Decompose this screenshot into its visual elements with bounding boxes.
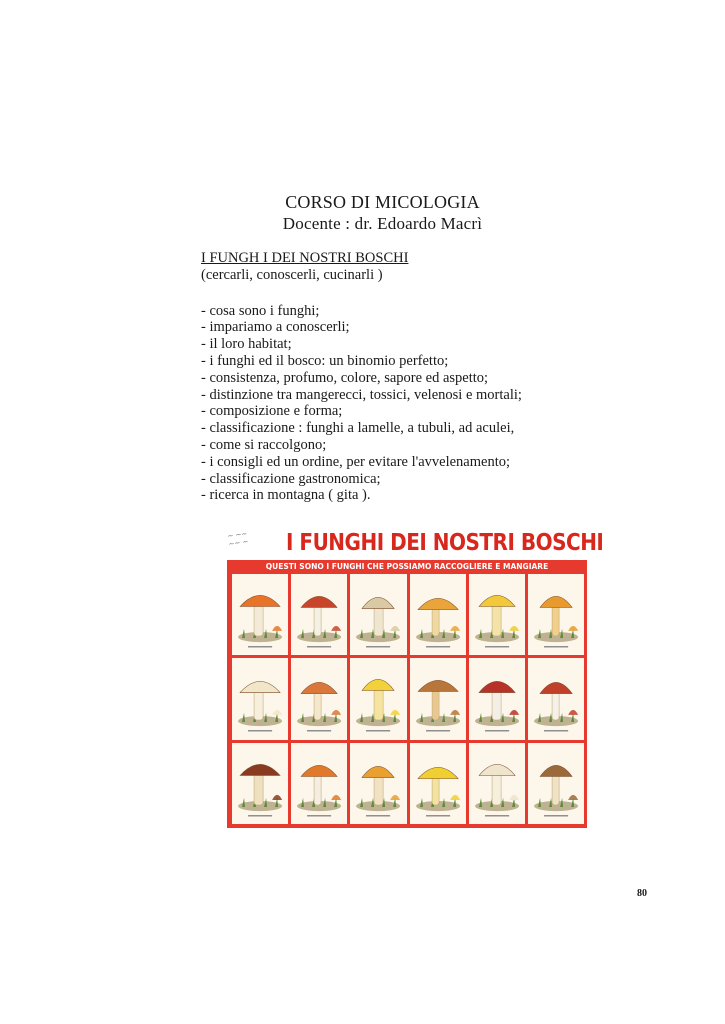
mushroom-grid <box>232 574 584 824</box>
mushroom-stem <box>254 604 263 636</box>
mushroom-illustration <box>291 574 347 655</box>
topic-item: - distinzione tra mangerecci, tossici, velenosi e mortali; <box>201 386 522 403</box>
mushroom-cap <box>540 765 572 776</box>
poster-title: I FUNGHI DEI NOSTRI BOSCHI <box>286 528 604 556</box>
small-mushroom-cap <box>509 626 519 631</box>
section-subtitle: (cercarli, conoscerli, cucinarli ) <box>201 266 383 283</box>
teacher-line: Docente : dr. Edoardo Macrì <box>282 214 483 233</box>
small-mushroom-cap <box>331 710 341 715</box>
caption-line <box>426 815 450 816</box>
caption-line <box>544 646 568 647</box>
mushroom-stem <box>492 691 501 720</box>
mushroom-card <box>410 743 466 824</box>
mushroom-illustration <box>232 658 288 739</box>
mushroom-cap <box>240 682 280 693</box>
mushroom-cap <box>301 765 337 776</box>
small-mushroom-cap <box>568 795 578 800</box>
caption-line <box>366 646 390 647</box>
document-title-block <box>0 192 725 234</box>
small-mushroom-cap <box>272 626 282 631</box>
mushroom-illustration <box>232 574 288 655</box>
mushroom-illustration <box>528 743 584 824</box>
mushroom-card <box>232 574 288 655</box>
caption-line <box>307 646 331 647</box>
mushroom-cap <box>418 767 458 778</box>
mushroom-cap <box>479 595 515 606</box>
topic-item: - i consigli ed un ordine, per evitare l'avvelenamento; <box>201 453 511 470</box>
small-mushroom-cap <box>390 795 400 800</box>
mushroom-stem <box>314 692 321 720</box>
topic-item: - impariamo a conoscerli; <box>201 319 350 336</box>
topic-item: - il loro habitat; <box>201 336 292 353</box>
course-title: CORSO DI MICOLOGIA <box>285 192 480 212</box>
mushroom-stem <box>432 690 439 720</box>
mushroom-stem <box>492 773 501 805</box>
mushroom-stem <box>432 608 439 636</box>
mushroom-stem <box>254 773 263 805</box>
mushroom-cap <box>418 681 458 692</box>
mushroom-illustration <box>350 574 406 655</box>
mushroom-card <box>291 658 347 739</box>
mushroom-card <box>528 743 584 824</box>
mushroom-illustration <box>410 658 466 739</box>
caption-line <box>248 731 272 732</box>
small-mushroom-cap <box>450 795 460 800</box>
mushroom-card <box>410 658 466 739</box>
mushroom-card <box>528 658 584 739</box>
mushroom-cap <box>362 597 394 608</box>
mushroom-illustration <box>232 743 288 824</box>
mushroom-illustration <box>469 743 525 824</box>
section-heading: I FUNGH I DEI NOSTRI BOSCHI <box>201 250 409 266</box>
topic-item: - classificazione : funghi a lamelle, a tubuli, ad aculei, <box>201 420 515 437</box>
caption-line <box>307 731 331 732</box>
caption-line <box>485 646 509 647</box>
mushroom-stem <box>314 774 321 805</box>
mushroom-cap <box>479 764 515 775</box>
poster-header <box>224 525 604 560</box>
topic-item: - classificazione gastronomica; <box>201 470 381 487</box>
small-mushroom-cap <box>331 626 341 631</box>
topic-item: - come si raccolgono; <box>201 436 327 453</box>
topic-item: - i funghi ed il bosco: un binomio perfetto; <box>201 352 449 369</box>
course-outline <box>201 250 522 504</box>
small-mushroom-cap <box>450 626 460 631</box>
mushroom-poster <box>224 525 604 830</box>
caption-line <box>426 731 450 732</box>
mushroom-stem <box>552 692 559 720</box>
mushroom-stem <box>492 604 501 636</box>
mushroom-stem <box>254 691 263 720</box>
topic-list <box>201 303 522 505</box>
mushroom-cap <box>240 764 280 775</box>
mushroom-stem <box>374 607 383 636</box>
caption-line <box>366 731 390 732</box>
mushroom-card <box>291 743 347 824</box>
mushroom-card <box>350 574 406 655</box>
small-mushroom-cap <box>450 710 460 715</box>
mushroom-cap <box>362 680 394 691</box>
small-mushroom-cap <box>272 710 282 715</box>
caption-line <box>426 646 450 647</box>
caption-line <box>485 815 509 816</box>
mushroom-illustration <box>350 743 406 824</box>
mushroom-card <box>469 658 525 739</box>
page-number: 80 <box>637 888 647 899</box>
caption-line <box>307 815 331 816</box>
mushroom-card <box>350 743 406 824</box>
mushroom-illustration <box>469 574 525 655</box>
mushroom-cap <box>479 682 515 693</box>
caption-line <box>248 646 272 647</box>
small-mushroom-cap <box>509 795 519 800</box>
small-mushroom-cap <box>568 710 578 715</box>
mushroom-card <box>469 574 525 655</box>
poster-body <box>227 560 587 828</box>
mushroom-cap <box>301 596 337 607</box>
poster-subtitle: QUESTI SONO I FUNGHI CHE POSSIAMO RACCOGLIERE E MANGIARE <box>265 562 549 571</box>
small-mushroom-cap <box>509 710 519 715</box>
mushroom-cap <box>301 683 337 694</box>
topic-item: - cosa sono i funghi; <box>201 302 320 319</box>
mushroom-cap <box>540 596 572 607</box>
small-mushroom-cap <box>272 795 282 800</box>
mushroom-card <box>232 658 288 739</box>
topic-item: - composizione e forma; <box>201 403 343 420</box>
mushroom-cap <box>418 598 458 609</box>
mushroom-card <box>410 574 466 655</box>
mushroom-card <box>232 743 288 824</box>
small-mushroom-cap <box>390 626 400 631</box>
mushroom-card <box>291 574 347 655</box>
caption-line <box>248 815 272 816</box>
topic-item: - consistenza, profumo, colore, sapore ed aspetto; <box>201 369 489 386</box>
small-mushroom-cap <box>331 795 341 800</box>
caption-line <box>366 815 390 816</box>
mushroom-cap <box>540 683 572 694</box>
mushroom-illustration <box>291 743 347 824</box>
mushroom-stem <box>432 776 439 804</box>
small-mushroom-cap <box>568 626 578 631</box>
mushroom-stem <box>374 775 383 804</box>
mushroom-illustration <box>350 658 406 739</box>
mushroom-card <box>350 658 406 739</box>
small-mushroom-cap <box>390 710 400 715</box>
handwritten-note: ~ ~~ ~~ ~ <box>226 529 249 549</box>
mushroom-stem <box>552 606 559 636</box>
mushroom-illustration <box>528 574 584 655</box>
mushroom-cap <box>240 595 280 606</box>
mushroom-card <box>528 574 584 655</box>
mushroom-card <box>469 743 525 824</box>
mushroom-illustration <box>410 574 466 655</box>
topic-item: - ricerca in montagna ( gita ). <box>201 487 371 504</box>
mushroom-stem <box>314 606 321 636</box>
mushroom-illustration <box>469 658 525 739</box>
mushroom-stem <box>552 774 559 805</box>
caption-line <box>485 731 509 732</box>
mushroom-cap <box>362 766 394 777</box>
mushroom-illustration <box>291 658 347 739</box>
mushroom-illustration <box>410 743 466 824</box>
caption-line <box>544 815 568 816</box>
mushroom-illustration <box>528 658 584 739</box>
caption-line <box>544 731 568 732</box>
mushroom-stem <box>374 689 383 721</box>
